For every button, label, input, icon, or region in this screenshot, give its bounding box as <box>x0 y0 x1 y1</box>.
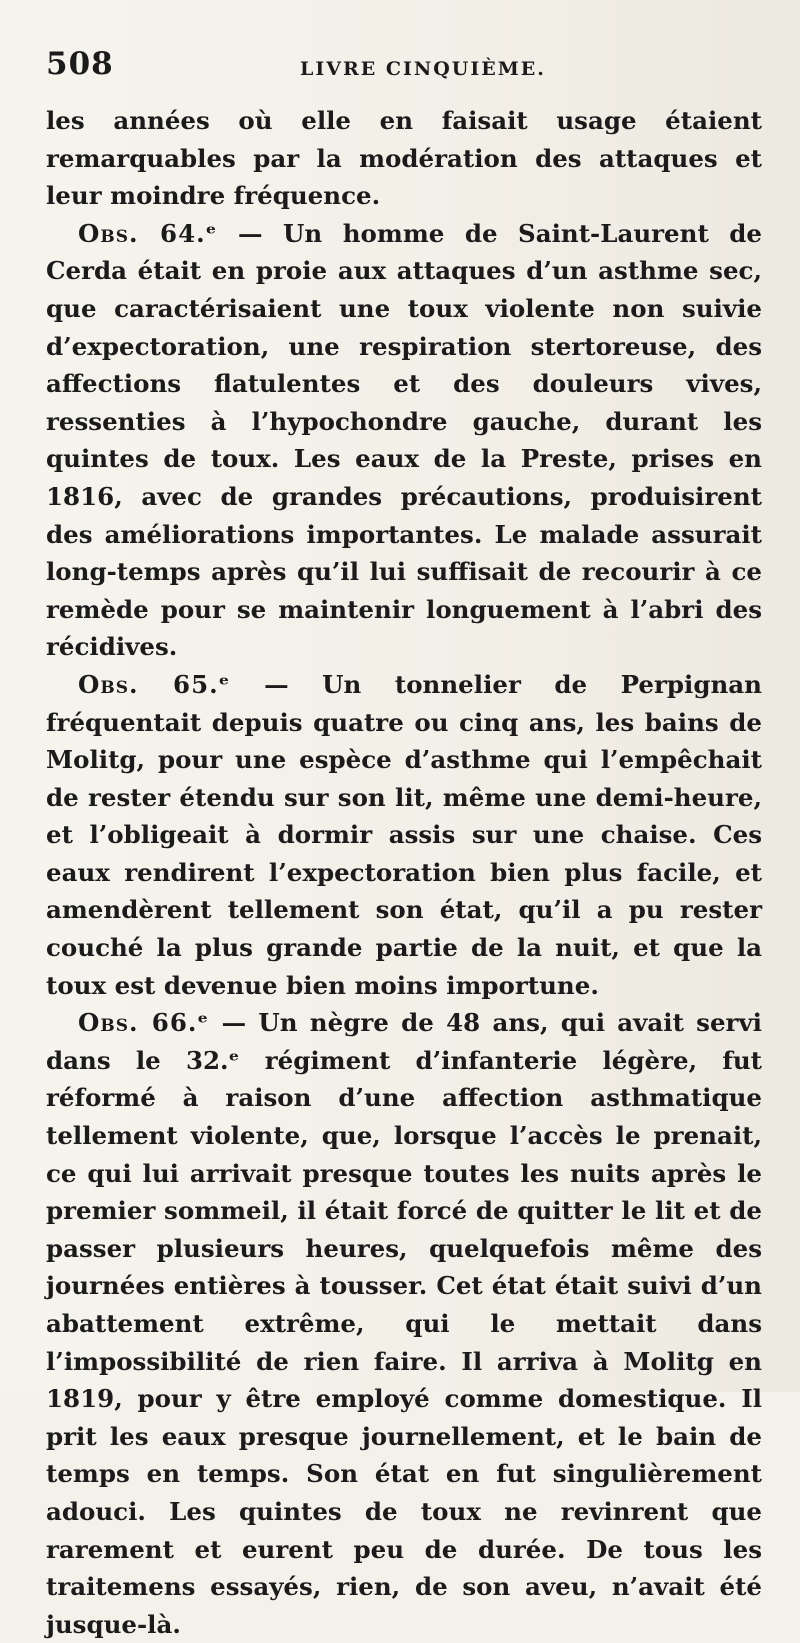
paragraph-continuation <box>46 102 762 215</box>
page-header <box>46 46 766 86</box>
observation-66 <box>46 1004 762 1643</box>
running-head: LIVRE CINQUIÈME. <box>300 58 546 80</box>
body-text <box>46 102 762 1643</box>
paragraph-text: les années où elle en faisait usage étaient remarquables par la modération des attaques et leur moindre fréquence. <box>46 106 762 211</box>
observation-label: Obs. 65.ᵉ <box>78 669 231 699</box>
paragraph-text: — Un nègre de 48 ans, qui avait servi dans le 32.ᵉ régiment d’infanterie légère, fut réformé à raison d’une affection asthmatique tellement violente, que, lorsque l’accès le prenait, ce qui lui arrivait presque toutes les nuits après le premier sommeil, il était forcé de quitter le lit et de passer plusieurs heures, quelquefois même des journées entières à tousser. Cet état était suivi d’un abattement extrême, qui le mettait dans l’impossibilité de rien faire. Il arriva à Molitg en 1819, pour y être employé comme domestique. Il prit les eaux presque journellement, et le bain de temps en temps. Son état en fut singulièrement adouci. Les quintes de toux ne revinrent que rarement et eurent peu de durée. De tous les traitemens essayés, rien, de son aveu, n’avait été jusque-là. <box>46 1008 762 1639</box>
observation-65 <box>46 666 762 1004</box>
observation-64 <box>46 215 762 666</box>
page-number: 508 <box>46 46 114 82</box>
paragraph-text: — Un tonnelier de Perpignan fréquentait depuis quatre ou cinq ans, les bains de Molitg, pour une espèce d’asthme qui l’empêchait de rester étendu sur son lit, même une demi-heure, et l’obligeait à dormir assis sur une chaise. Ces eaux rendirent l’expectoration bien plus facile, et amendèrent tellement son état, qu’il a pu rester couché la plus grande partie de la nuit, et que la toux est devenue bien moins importune. <box>46 669 762 1000</box>
observation-label: Obs. 66.ᵉ <box>78 1008 210 1038</box>
observation-label: Obs. 64.ᵉ <box>78 218 218 248</box>
paragraph-text: — Un homme de Saint-Laurent de Cerda était en proie aux attaques d’un asthme sec, que caractérisaient une toux violente non suivie d’expectoration, une respiration stertoreuse, des affections flatulentes et des douleurs vives, ressenties à l’hypochondre gauche, durant les quintes de toux. Les eaux de la Preste, prises en 1816, avec de grandes précautions, produisirent des améliorations importantes. Le malade assurait long-temps après qu’il lui suffisait de recourir à ce remède pour se maintenir longuement à l’abri des récidives. <box>46 218 762 662</box>
